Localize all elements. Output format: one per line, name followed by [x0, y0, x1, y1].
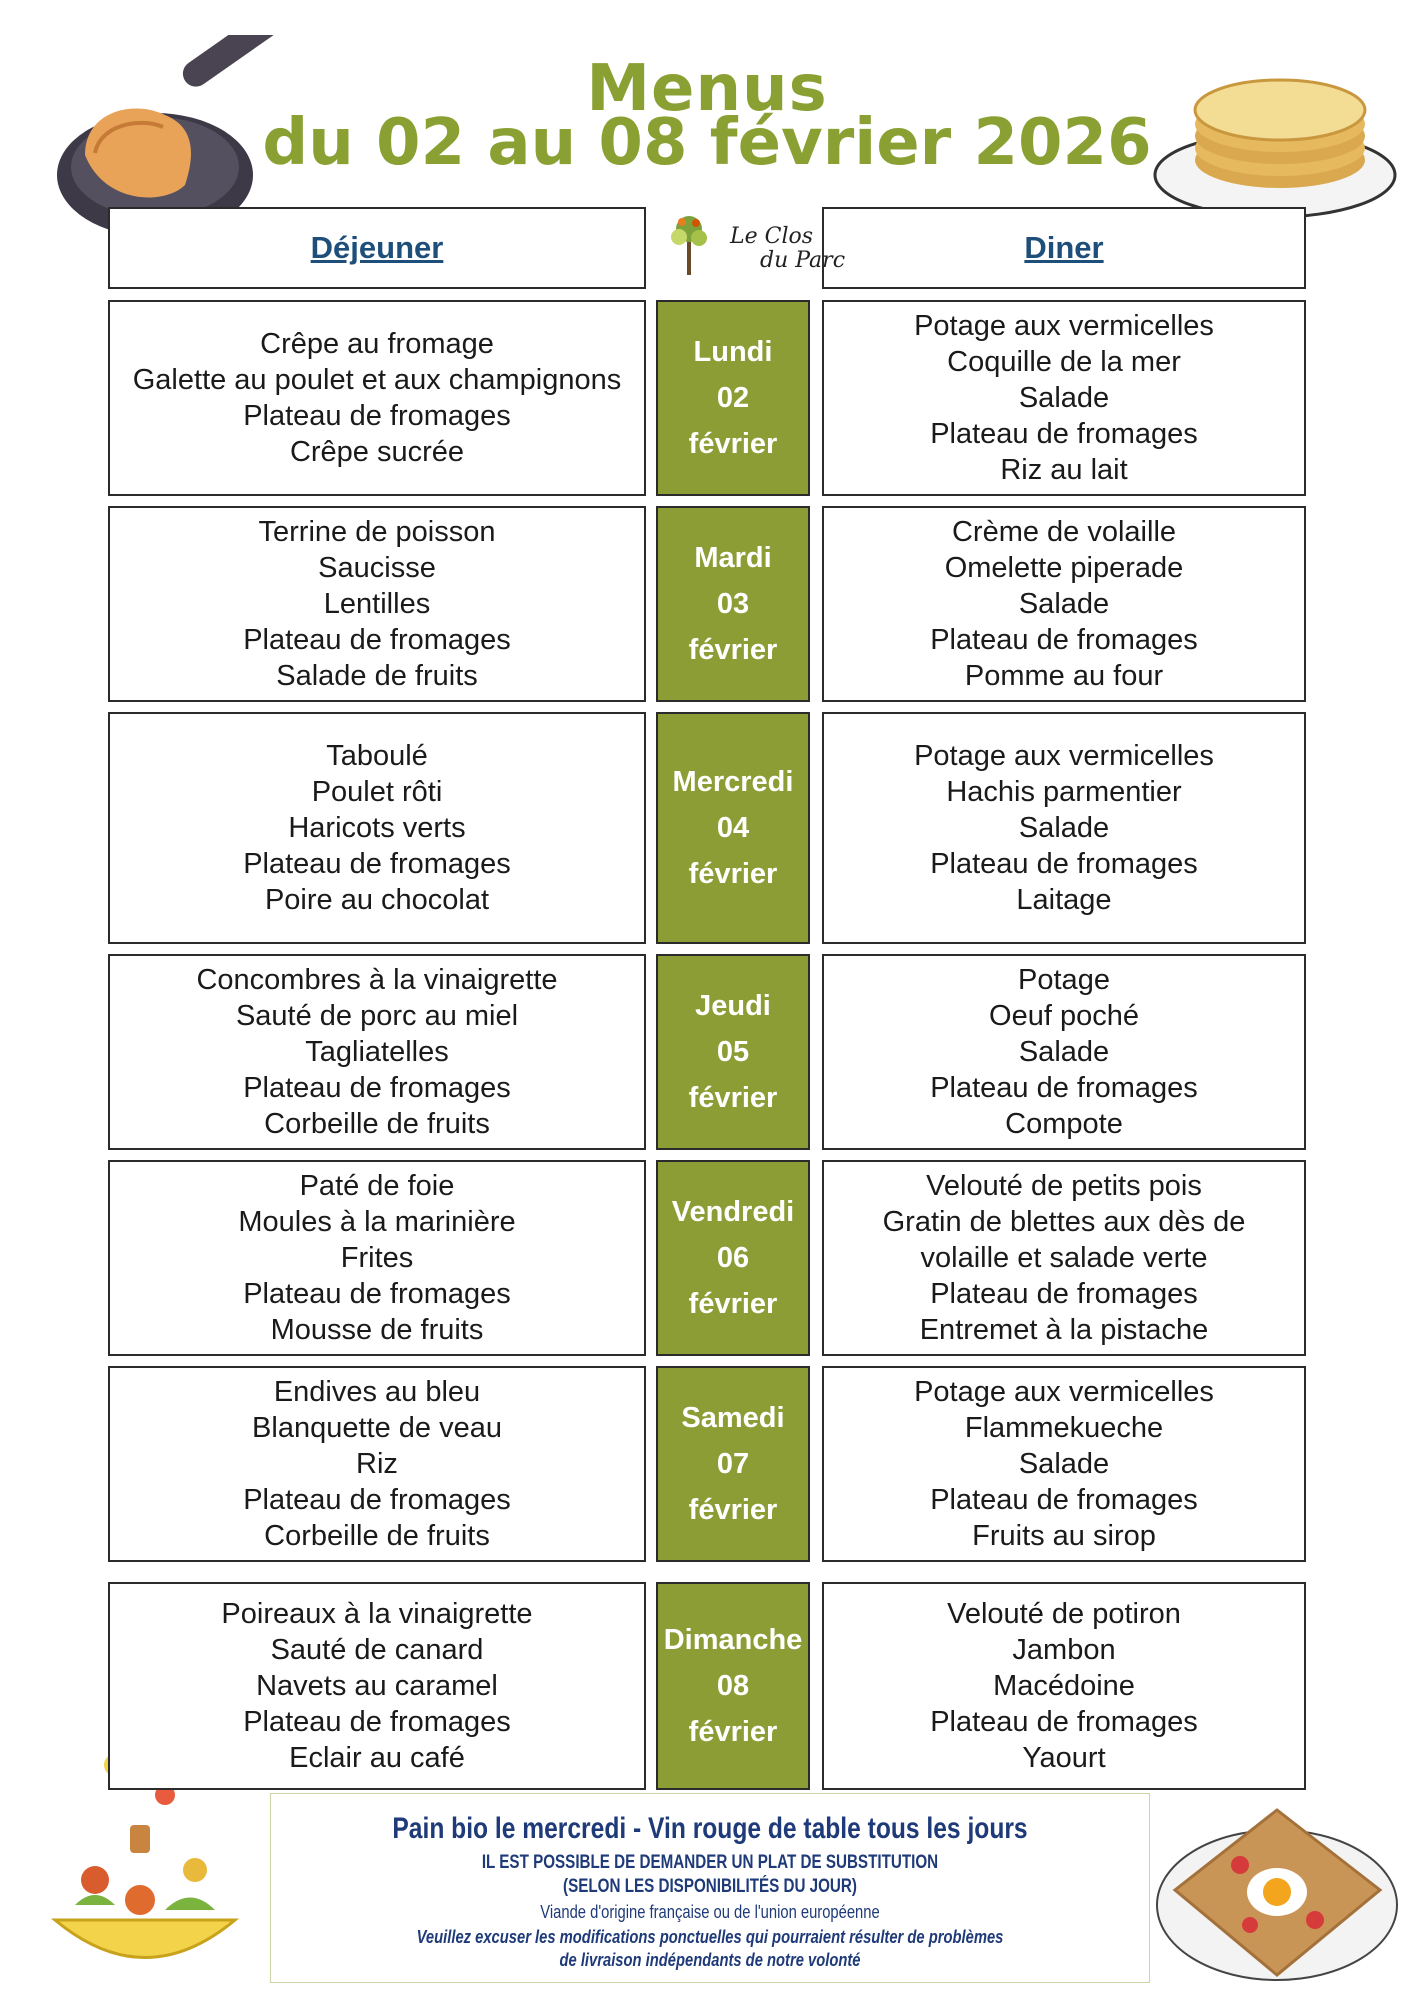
lunch-item: Salade de fruits — [276, 660, 478, 692]
lunch-item: Corbeille de fruits — [264, 1520, 490, 1552]
lunch-cell-lundi — [108, 300, 646, 496]
day-month: février — [688, 1494, 778, 1526]
dinner-cell-lundi — [822, 300, 1306, 496]
lunch-item: Haricots verts — [288, 812, 466, 844]
lunch-item: Riz — [356, 1448, 398, 1480]
day-month: février — [688, 1288, 778, 1320]
lunch-item: Lentilles — [323, 588, 431, 620]
dinner-item: Plateau de fromages — [930, 624, 1198, 656]
dinner-item: Pomme au four — [964, 660, 1164, 692]
dinner-item: Salade — [1018, 812, 1110, 844]
day-name: Jeudi — [695, 990, 771, 1022]
lunch-item: Crêpe au fromage — [260, 328, 494, 360]
lunch-item: Paté de foie — [299, 1170, 455, 1202]
footer-meat-origin: Viande d'origine française ou de l'union européenne — [540, 1902, 880, 1922]
dinner-item: Plateau de fromages — [930, 1706, 1198, 1738]
lunch-item: Poire au chocolat — [264, 884, 490, 916]
dinner-item: Hachis parmentier — [946, 776, 1182, 808]
dinner-item: Plateau de fromages — [930, 418, 1198, 450]
dinner-header-label: Diner — [1024, 230, 1104, 265]
day-name: Vendredi — [671, 1196, 795, 1228]
dinner-cell-vendredi — [822, 1160, 1306, 1356]
lunch-item: Terrine de poisson — [258, 516, 496, 548]
day-cell-mardi — [656, 506, 810, 702]
lunch-item: Eclair au café — [289, 1742, 465, 1774]
dinner-item: volaille et salade verte — [920, 1242, 1208, 1274]
lunch-item: Sauté de canard — [270, 1634, 484, 1666]
lunch-header-label: Déjeuner — [310, 230, 444, 265]
dinner-header — [822, 207, 1306, 289]
day-cell-lundi — [656, 300, 810, 496]
dinner-item: Laitage — [1016, 884, 1112, 916]
lunch-cell-jeudi — [108, 954, 646, 1150]
logo-text-line2: du Parc — [760, 248, 846, 273]
lunch-item: Taboulé — [326, 740, 428, 772]
day-date: 05 — [716, 1036, 750, 1068]
footer-availability: (SELON LES DISPONIBILITÉS DU JOUR) — [563, 1876, 857, 1897]
lunch-cell-mardi — [108, 506, 646, 702]
lunch-item: Plateau de fromages — [243, 400, 511, 432]
lunch-item: Plateau de fromages — [243, 1706, 511, 1738]
dinner-item: Jambon — [1012, 1634, 1116, 1666]
page-subtitle: du 02 au 08 février 2026 — [262, 106, 1152, 180]
footer-apology: Veuillez excuser les modifications ponctuelles qui pourraient résulter de problèmes — [416, 1927, 1004, 1947]
dinner-item: Salade — [1018, 1036, 1110, 1068]
lunch-item: Poireaux à la vinaigrette — [221, 1598, 533, 1630]
day-name: Samedi — [681, 1402, 785, 1434]
dinner-item: Crème de volaille — [951, 516, 1177, 548]
lunch-cell-dimanche — [108, 1582, 646, 1790]
footer-apology-cont: de livraison indépendants de notre volonté — [559, 1950, 861, 1970]
dinner-item: Plateau de fromages — [930, 1278, 1198, 1310]
dinner-item: Plateau de fromages — [930, 1484, 1198, 1516]
dinner-item: Fruits au sirop — [972, 1520, 1156, 1552]
day-month: février — [688, 428, 778, 460]
lunch-item: Concombres à la vinaigrette — [196, 964, 558, 996]
lunch-item: Plateau de fromages — [243, 1278, 511, 1310]
dinner-cell-mardi — [822, 506, 1306, 702]
dinner-item: Salade — [1018, 1448, 1110, 1480]
lunch-item: Endives au bleu — [273, 1376, 481, 1408]
footer-substitution: IL EST POSSIBLE DE DEMANDER UN PLAT DE SUBSTITUTION — [481, 1852, 939, 1873]
lunch-header — [108, 207, 646, 289]
dinner-item: Velouté de potiron — [947, 1598, 1181, 1630]
logo-text — [730, 225, 845, 273]
dinner-item: Oeuf poché — [989, 1000, 1139, 1032]
dinner-item: Macédoine — [993, 1670, 1135, 1702]
dinner-item: Compote — [1005, 1108, 1123, 1140]
lunch-item: Saucisse — [318, 552, 436, 584]
dinner-item: Potage aux vermicelles — [914, 740, 1214, 772]
lunch-item: Tagliatelles — [305, 1036, 449, 1068]
day-date: 06 — [716, 1242, 750, 1274]
lunch-item: Poulet rôti — [311, 776, 443, 808]
day-date: 03 — [716, 588, 750, 620]
dinner-item: Potage aux vermicelles — [914, 1376, 1214, 1408]
dinner-item: Potage aux vermicelles — [914, 310, 1214, 342]
footer-notice — [270, 1793, 1150, 1983]
day-cell-samedi — [656, 1366, 810, 1562]
day-date: 07 — [716, 1448, 750, 1480]
lunch-item: Galette au poulet et aux champignons — [132, 364, 622, 396]
day-cell-jeudi — [656, 954, 810, 1150]
lunch-item: Plateau de fromages — [243, 624, 511, 656]
lunch-item: Frites — [340, 1242, 414, 1274]
lunch-item: Sauté de porc au miel — [235, 1000, 519, 1032]
logo-text-line1: Le Clos — [730, 224, 814, 249]
dinner-item: Omelette piperade — [944, 552, 1184, 584]
day-month: février — [688, 1082, 778, 1114]
footer-highlight: Pain bio le mercredi - Vin rouge de table tous les jours — [392, 1812, 1028, 1845]
crepe-stack-illustration — [1150, 60, 1400, 225]
lunch-item: Crêpe sucrée — [289, 436, 465, 468]
day-name: Lundi — [693, 336, 773, 368]
lunch-item: Plateau de fromages — [243, 848, 511, 880]
dinner-item: Plateau de fromages — [930, 848, 1198, 880]
lunch-item: Blanquette de veau — [252, 1412, 502, 1444]
dinner-item: Potage — [1018, 964, 1110, 996]
lunch-cell-mercredi — [108, 712, 646, 944]
day-month: février — [688, 634, 778, 666]
dinner-cell-mercredi — [822, 712, 1306, 944]
lunch-cell-samedi — [108, 1366, 646, 1562]
day-cell-mercredi — [656, 712, 810, 944]
day-month: février — [688, 858, 778, 890]
dinner-cell-dimanche — [822, 1582, 1306, 1790]
dinner-item: Coquille de la mer — [947, 346, 1181, 378]
galette-plate-illustration — [1150, 1770, 1405, 1995]
lunch-cell-vendredi — [108, 1160, 646, 1356]
lunch-item: Plateau de fromages — [243, 1484, 511, 1516]
lunch-item: Plateau de fromages — [243, 1072, 511, 1104]
dinner-item: Gratin de blettes aux dès de — [882, 1206, 1246, 1238]
day-date: 08 — [716, 1670, 750, 1702]
day-date: 04 — [716, 812, 750, 844]
dinner-item: Yaourt — [1022, 1742, 1106, 1774]
lunch-item: Moules à la marinière — [238, 1206, 516, 1238]
lunch-item: Corbeille de fruits — [264, 1108, 490, 1140]
dinner-item: Flammekueche — [964, 1412, 1164, 1444]
day-cell-dimanche — [656, 1582, 810, 1790]
dinner-item: Plateau de fromages — [930, 1072, 1198, 1104]
dinner-item: Riz au lait — [1000, 454, 1128, 486]
lunch-item: Navets au caramel — [256, 1670, 498, 1702]
dinner-item: Salade — [1018, 382, 1110, 414]
dinner-cell-samedi — [822, 1366, 1306, 1562]
dinner-cell-jeudi — [822, 954, 1306, 1150]
dinner-item: Velouté de petits pois — [926, 1170, 1202, 1202]
day-name: Mardi — [694, 542, 772, 574]
day-cell-vendredi — [656, 1160, 810, 1356]
day-name: Mercredi — [672, 766, 794, 798]
day-name: Dimanche — [663, 1624, 803, 1656]
dinner-item: Salade — [1018, 588, 1110, 620]
day-month: février — [688, 1716, 778, 1748]
day-date: 02 — [716, 382, 750, 414]
page-title: Menus — [586, 52, 828, 126]
dinner-item: Entremet à la pistache — [919, 1314, 1209, 1346]
lunch-item: Mousse de fruits — [270, 1314, 484, 1346]
